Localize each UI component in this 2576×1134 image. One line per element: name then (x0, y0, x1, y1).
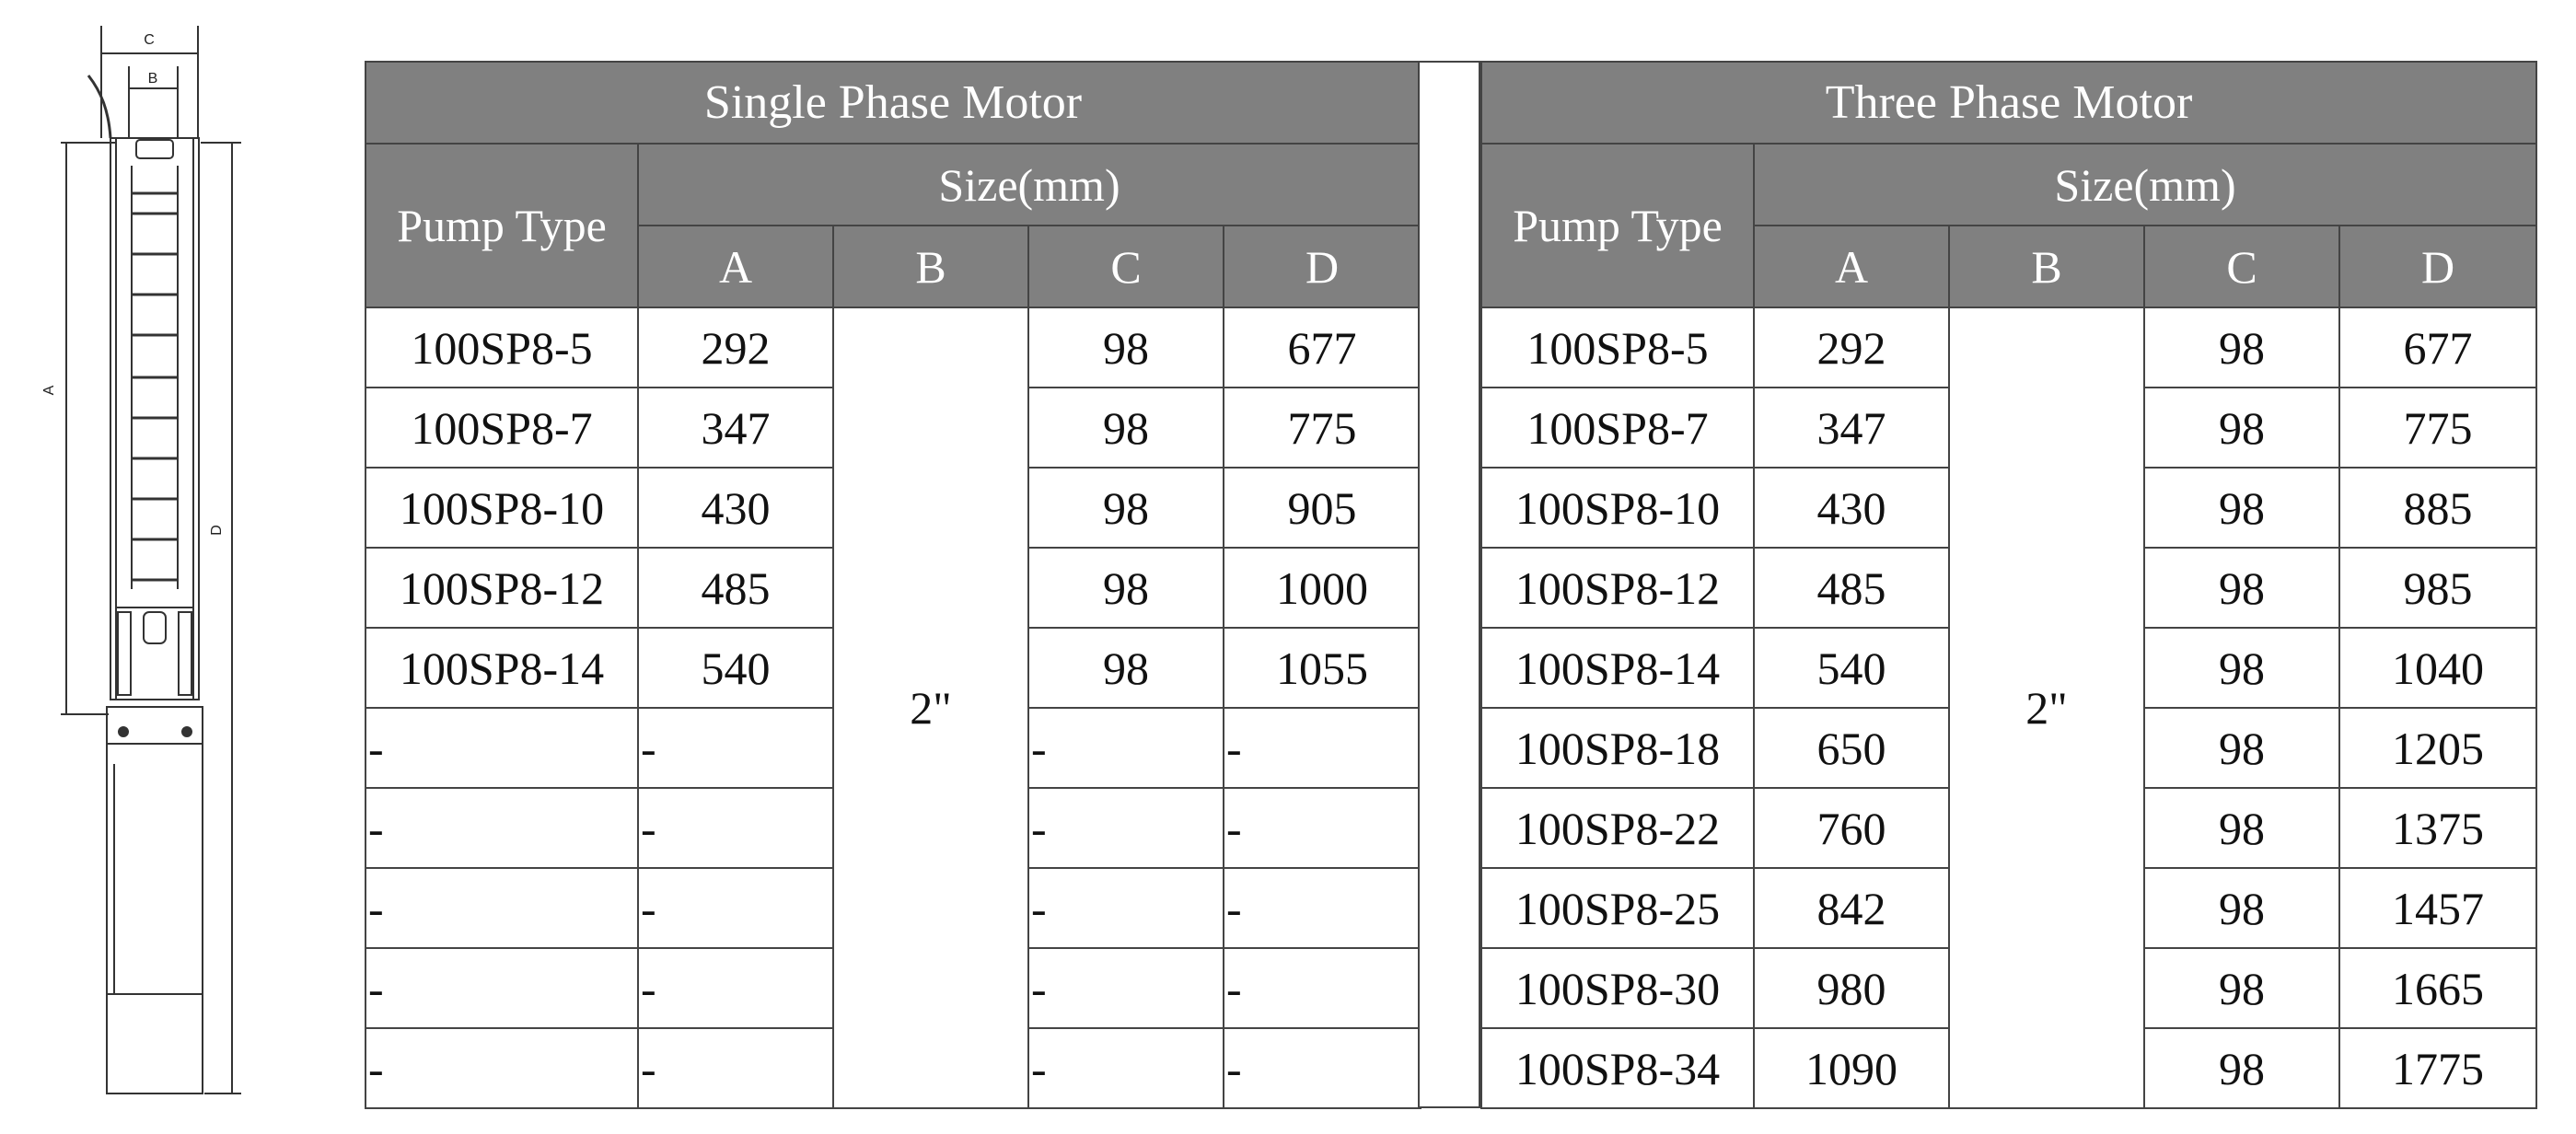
size-a-cell: - (638, 948, 833, 1028)
three-col-d-header: D (2339, 226, 2536, 307)
single-col-b-header: B (833, 226, 1028, 307)
size-c-cell: 98 (2144, 468, 2339, 548)
table-row (1481, 307, 2536, 388)
pump-type-cell: 100SP8-22 (1481, 788, 1754, 868)
separator-left-line (1418, 61, 1420, 1108)
size-a-cell: 347 (638, 388, 833, 468)
pump-type-cell: 100SP8-18 (1481, 708, 1754, 788)
size-c-cell: 98 (1028, 388, 1224, 468)
three-size-header: Size(mm) (1754, 144, 2536, 226)
size-d-cell: - (1224, 948, 1421, 1028)
size-d-cell: 775 (1224, 388, 1421, 468)
table-row (366, 307, 1421, 388)
three-phase-table (1480, 61, 2537, 1109)
single-phase-title: Single Phase Motor (366, 62, 1421, 144)
pump-type-cell: 100SP8-7 (1481, 388, 1754, 468)
size-c-cell: 98 (2144, 948, 2339, 1028)
size-a-cell: 292 (638, 307, 833, 388)
size-a-cell: 1090 (1754, 1028, 1949, 1108)
pump-type-cell: 100SP8-10 (366, 468, 638, 548)
size-d-cell: 885 (2339, 468, 2536, 548)
size-c-cell: 98 (2144, 388, 2339, 468)
single-col-a-header: A (638, 226, 833, 307)
size-d-cell: 1665 (2339, 948, 2536, 1028)
size-c-cell: 98 (2144, 548, 2339, 628)
pump-dimension-drawing (0, 0, 304, 1134)
size-c-cell: 98 (2144, 788, 2339, 868)
pump-type-cell: 100SP8-34 (1481, 1028, 1754, 1108)
size-d-cell: 985 (2339, 548, 2536, 628)
size-a-cell: 292 (1754, 307, 1949, 388)
three-col-a-header: A (1754, 226, 1949, 307)
pump-type-cell: - (366, 1028, 638, 1108)
size-c-cell: - (1028, 788, 1224, 868)
size-a-cell: - (638, 868, 833, 948)
size-d-cell: 1055 (1224, 628, 1421, 708)
size-a-cell: 650 (1754, 708, 1949, 788)
pump-type-cell: - (366, 788, 638, 868)
size-a-cell: 980 (1754, 948, 1949, 1028)
pump-type-cell: 100SP8-30 (1481, 948, 1754, 1028)
size-d-cell: 677 (2339, 307, 2536, 388)
size-c-cell: 98 (2144, 307, 2339, 388)
size-d-cell: 1040 (2339, 628, 2536, 708)
pump-type-cell: 100SP8-5 (1481, 307, 1754, 388)
size-d-cell: - (1224, 788, 1421, 868)
dimension-c-label: C (144, 32, 155, 48)
size-b-merged-cell: 2" (1949, 307, 2144, 1108)
pump-type-cell: 100SP8-10 (1481, 468, 1754, 548)
size-d-cell: 1205 (2339, 708, 2536, 788)
size-a-cell: - (638, 708, 833, 788)
size-d-cell: 775 (2339, 388, 2536, 468)
size-c-cell: 98 (1028, 468, 1224, 548)
size-c-cell: 98 (2144, 1028, 2339, 1108)
size-c-cell: 98 (1028, 307, 1224, 388)
size-c-cell: 98 (2144, 628, 2339, 708)
size-a-cell: 540 (638, 628, 833, 708)
pump-type-cell: - (366, 868, 638, 948)
single-col-c-header: C (1028, 226, 1224, 307)
pump-type-cell: 100SP8-7 (366, 388, 638, 468)
table-separator (1420, 61, 1480, 1108)
size-a-cell: 485 (1754, 548, 1949, 628)
pump-type-cell: 100SP8-14 (1481, 628, 1754, 708)
single-col-d-header: D (1224, 226, 1421, 307)
size-a-cell: 430 (1754, 468, 1949, 548)
three-phase-title: Three Phase Motor (1481, 62, 2536, 144)
three-col-b-header: B (1949, 226, 2144, 307)
size-d-cell: - (1224, 868, 1421, 948)
pump-type-cell: 100SP8-5 (366, 307, 638, 388)
dimension-d-label: D (209, 525, 225, 536)
size-b-merged-cell: 2" (833, 307, 1028, 1108)
size-a-cell: 540 (1754, 628, 1949, 708)
size-c-cell: 98 (1028, 628, 1224, 708)
size-a-cell: 760 (1754, 788, 1949, 868)
size-d-cell: 1375 (2339, 788, 2536, 868)
single-phase-table (365, 61, 1421, 1109)
size-d-cell: 677 (1224, 307, 1421, 388)
pump-type-cell: 100SP8-25 (1481, 868, 1754, 948)
size-d-cell: 1775 (2339, 1028, 2536, 1108)
three-col-c-header: C (2144, 226, 2339, 307)
size-c-cell: - (1028, 948, 1224, 1028)
dimension-b-label: B (147, 71, 158, 87)
size-c-cell: - (1028, 1028, 1224, 1108)
size-a-cell: 430 (638, 468, 833, 548)
single-pump-type-header: Pump Type (366, 144, 638, 307)
size-d-cell: 1457 (2339, 868, 2536, 948)
pump-type-cell: - (366, 948, 638, 1028)
pump-type-cell: 100SP8-14 (366, 628, 638, 708)
size-d-cell: - (1224, 1028, 1421, 1108)
size-a-cell: 842 (1754, 868, 1949, 948)
single-size-header: Size(mm) (638, 144, 1421, 226)
size-c-cell: 98 (1028, 548, 1224, 628)
pump-type-cell: - (366, 708, 638, 788)
size-c-cell: 98 (2144, 868, 2339, 948)
size-d-cell: 1000 (1224, 548, 1421, 628)
dimension-a-label: A (41, 385, 57, 396)
pump-type-cell: 100SP8-12 (366, 548, 638, 628)
pump-type-cell: 100SP8-12 (1481, 548, 1754, 628)
size-d-cell: - (1224, 708, 1421, 788)
size-a-cell: 347 (1754, 388, 1949, 468)
size-a-cell: - (638, 788, 833, 868)
three-pump-type-header: Pump Type (1481, 144, 1754, 307)
size-a-cell: 485 (638, 548, 833, 628)
size-a-cell: - (638, 1028, 833, 1108)
size-c-cell: - (1028, 708, 1224, 788)
size-d-cell: 905 (1224, 468, 1421, 548)
size-c-cell: 98 (2144, 708, 2339, 788)
size-c-cell: - (1028, 868, 1224, 948)
